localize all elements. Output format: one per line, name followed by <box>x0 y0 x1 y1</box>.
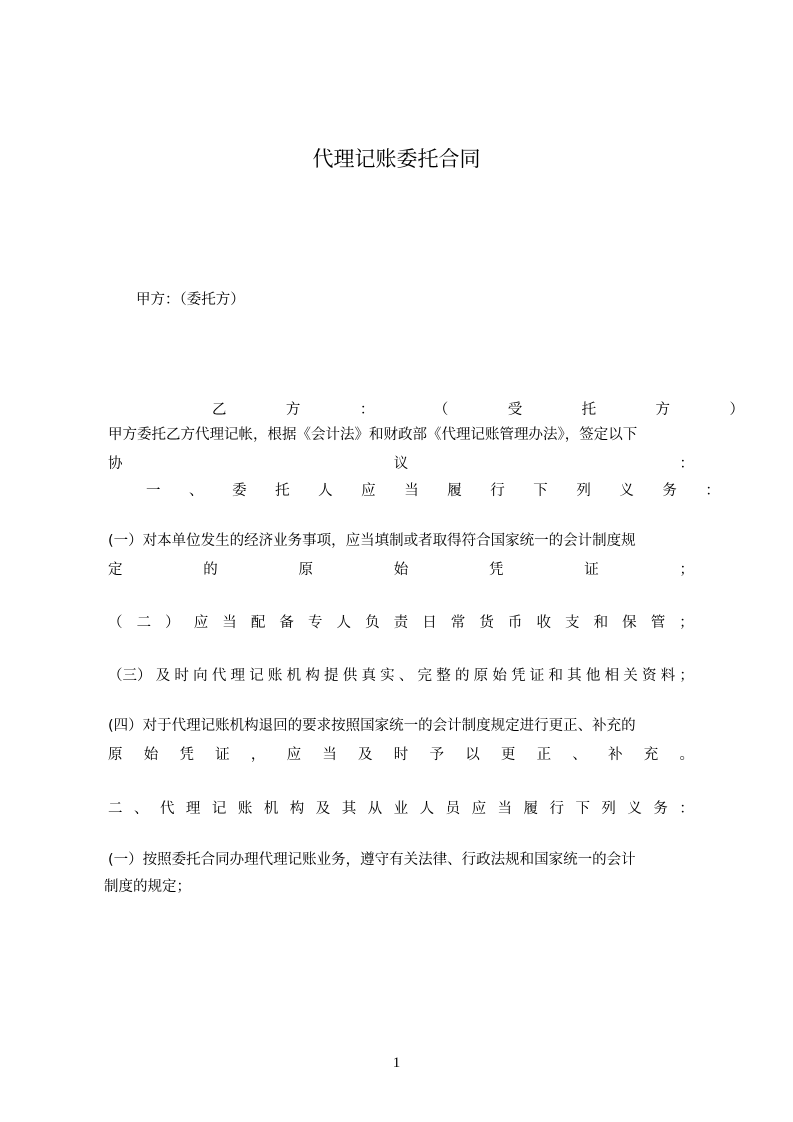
justified-char: 行 <box>549 800 564 817</box>
justified-char: 始 <box>143 746 159 763</box>
justified-char: 人 <box>419 800 435 817</box>
section-1-heading <box>146 479 720 499</box>
justified-char: 议 <box>393 455 409 472</box>
justified-char: （ <box>433 401 449 418</box>
justified-char: 管 <box>650 614 666 631</box>
justified-char: 时 <box>174 667 189 684</box>
justified-char: 委 <box>232 482 247 499</box>
justified-char: 日 <box>422 614 437 631</box>
justified-char: 资 <box>641 667 657 684</box>
party-b-line <box>212 398 744 418</box>
s1-item-4-line-1: (四）对于代理记账机构退回的要求按照国家统一的会计制度规定进行更正、补充的 <box>108 718 636 734</box>
justified-char: ； <box>679 561 694 578</box>
justified-char: 理 <box>185 800 201 817</box>
justified-char: 其 <box>567 667 582 684</box>
justified-char: 原 <box>473 667 489 684</box>
justified-char: 义 <box>619 482 634 499</box>
justified-char: 务 <box>653 800 668 817</box>
justified-char: 币 <box>507 614 523 631</box>
justified-char: 提 <box>324 667 339 684</box>
justified-char: 、 <box>398 667 414 684</box>
justified-char: 方 <box>655 401 671 418</box>
justified-char: 协 <box>108 455 123 472</box>
justified-char: 时 <box>393 746 409 763</box>
justified-char: 定 <box>108 561 123 578</box>
justified-char: 负 <box>365 614 380 631</box>
justified-char: 货 <box>479 614 494 631</box>
justified-char: 一 <box>146 482 161 499</box>
justified-char: 原 <box>298 561 313 578</box>
justified-char: 二 <box>108 800 123 817</box>
justified-char: 机 <box>263 800 279 817</box>
intro-line-2 <box>108 452 694 472</box>
justified-char: 记 <box>211 800 227 817</box>
justified-char: ： <box>359 401 375 418</box>
justified-char: 、 <box>572 746 587 763</box>
justified-char: 始 <box>393 561 409 578</box>
justified-char: 和 <box>593 614 609 631</box>
justified-char: ： <box>705 482 720 499</box>
justified-char: 、 <box>133 800 149 817</box>
justified-char: ； <box>679 614 694 631</box>
justified-char: 及 <box>155 667 171 684</box>
justified-char: 关 <box>623 667 638 684</box>
justified-char: 应 <box>286 746 302 763</box>
page-number: 1 <box>392 1055 401 1071</box>
justified-char: ， <box>250 746 266 763</box>
justified-char: 行 <box>490 482 505 499</box>
party-a-line: 甲方：（委托方） <box>136 292 245 308</box>
justified-char: 义 <box>627 800 642 817</box>
justified-char: 证 <box>584 561 599 578</box>
justified-char: 当 <box>322 746 337 763</box>
justified-char: 补 <box>608 746 623 763</box>
justified-char: 应 <box>361 482 376 499</box>
justified-char: 相 <box>604 667 620 684</box>
justified-char: 应 <box>471 800 487 817</box>
justified-char: 履 <box>447 482 462 499</box>
justified-char: 业 <box>393 800 409 817</box>
justified-char: 予 <box>429 746 444 763</box>
justified-char: 乙 <box>212 401 227 418</box>
justified-char: 支 <box>565 614 580 631</box>
section-2-heading <box>108 797 694 817</box>
justified-char: 二 <box>136 614 152 631</box>
justified-char: 保 <box>622 614 637 631</box>
justified-char: 从 <box>367 800 383 817</box>
justified-char: 供 <box>342 667 358 684</box>
justified-char: 账 <box>267 667 283 684</box>
justified-char: 的 <box>454 667 470 684</box>
justified-char: 证 <box>215 746 230 763</box>
justified-char: 列 <box>601 800 616 817</box>
s2-item-1-line-2: 制度的规定； <box>104 879 191 895</box>
justified-char: 下 <box>533 482 548 499</box>
justified-char: ： <box>679 455 694 472</box>
justified-char: 充 <box>643 746 659 763</box>
justified-char: 始 <box>492 667 507 684</box>
justified-char: 和 <box>548 667 563 684</box>
justified-char: 理 <box>230 667 246 684</box>
justified-char: 完 <box>417 667 433 684</box>
justified-char: 机 <box>286 667 302 684</box>
justified-char: 。 <box>679 746 694 763</box>
justified-char: ） <box>729 401 744 418</box>
justified-char: 、 <box>189 482 204 499</box>
justified-char: 记 <box>249 667 264 684</box>
justified-char: 代 <box>159 800 175 817</box>
s1-item-1-line-1: (一）对本单位发生的经济业务事项，应当填制或者取得符合国家统一的会计制度规 <box>108 533 636 549</box>
justified-char: ） <box>165 614 180 631</box>
justified-char: 备 <box>279 614 294 631</box>
justified-char: 履 <box>523 800 538 817</box>
s1-item-4-line-2 <box>108 743 694 763</box>
justified-char: 更 <box>500 746 516 763</box>
justified-char: 原 <box>108 746 123 763</box>
justified-char: 下 <box>575 800 590 817</box>
justified-char: 凭 <box>489 561 504 578</box>
justified-char: 及 <box>315 800 331 817</box>
justified-char: 员 <box>445 800 461 817</box>
justified-char: 向 <box>193 667 208 684</box>
s2-item-1-line-1: (一）按照委托合同办理代理记账业务，遵守有关法律、行政法规和国家统一的会计 <box>108 852 636 868</box>
justified-char: 人 <box>336 614 351 631</box>
justified-char: 构 <box>289 800 305 817</box>
justified-char: 列 <box>576 482 591 499</box>
justified-char: 责 <box>393 614 409 631</box>
justified-char: 托 <box>275 482 290 499</box>
justified-char: 当 <box>497 800 513 817</box>
justified-char: 当 <box>404 482 419 499</box>
justified-char: 应 <box>193 614 209 631</box>
justified-char: 当 <box>222 614 237 631</box>
justified-char: 常 <box>450 614 466 631</box>
justified-char: 代 <box>211 667 227 684</box>
justified-char: 及 <box>358 746 373 763</box>
justified-char: （三） <box>108 667 152 684</box>
justified-char: 人 <box>318 482 333 499</box>
justified-char: 他 <box>585 667 601 684</box>
justified-char: 料 <box>660 667 676 684</box>
justified-char: 账 <box>237 800 253 817</box>
s1-item-1-line-2 <box>108 558 694 578</box>
justified-char: 务 <box>662 482 677 499</box>
document-title: 代理记账委托合同 <box>312 147 481 171</box>
justified-char: 受 <box>507 401 523 418</box>
justified-char: 证 <box>529 667 545 684</box>
justified-char: 方 <box>285 401 301 418</box>
s1-item-2 <box>108 611 694 631</box>
justified-char: 凭 <box>179 746 194 763</box>
justified-char: 的 <box>203 561 218 578</box>
justified-char: 以 <box>465 746 480 763</box>
justified-char: 真 <box>361 667 376 684</box>
justified-char: 托 <box>581 401 597 418</box>
justified-char: ： <box>679 800 694 817</box>
justified-char: 其 <box>341 800 357 817</box>
justified-char: ； <box>679 667 694 684</box>
justified-char: 整 <box>436 667 451 684</box>
justified-char: 实 <box>380 667 395 684</box>
justified-char: 配 <box>250 614 266 631</box>
justified-char: 凭 <box>511 667 526 684</box>
justified-char: 收 <box>536 614 551 631</box>
justified-char: 专 <box>307 614 323 631</box>
intro-line-1: 甲方委托乙方代理记帐，根据《会计法》和财政部《代理记账管理办法》，签定以下 <box>108 427 638 443</box>
s1-item-3 <box>108 664 694 684</box>
justified-char: （ <box>108 614 123 631</box>
justified-char: 正 <box>536 746 552 763</box>
justified-char: 构 <box>305 667 320 684</box>
